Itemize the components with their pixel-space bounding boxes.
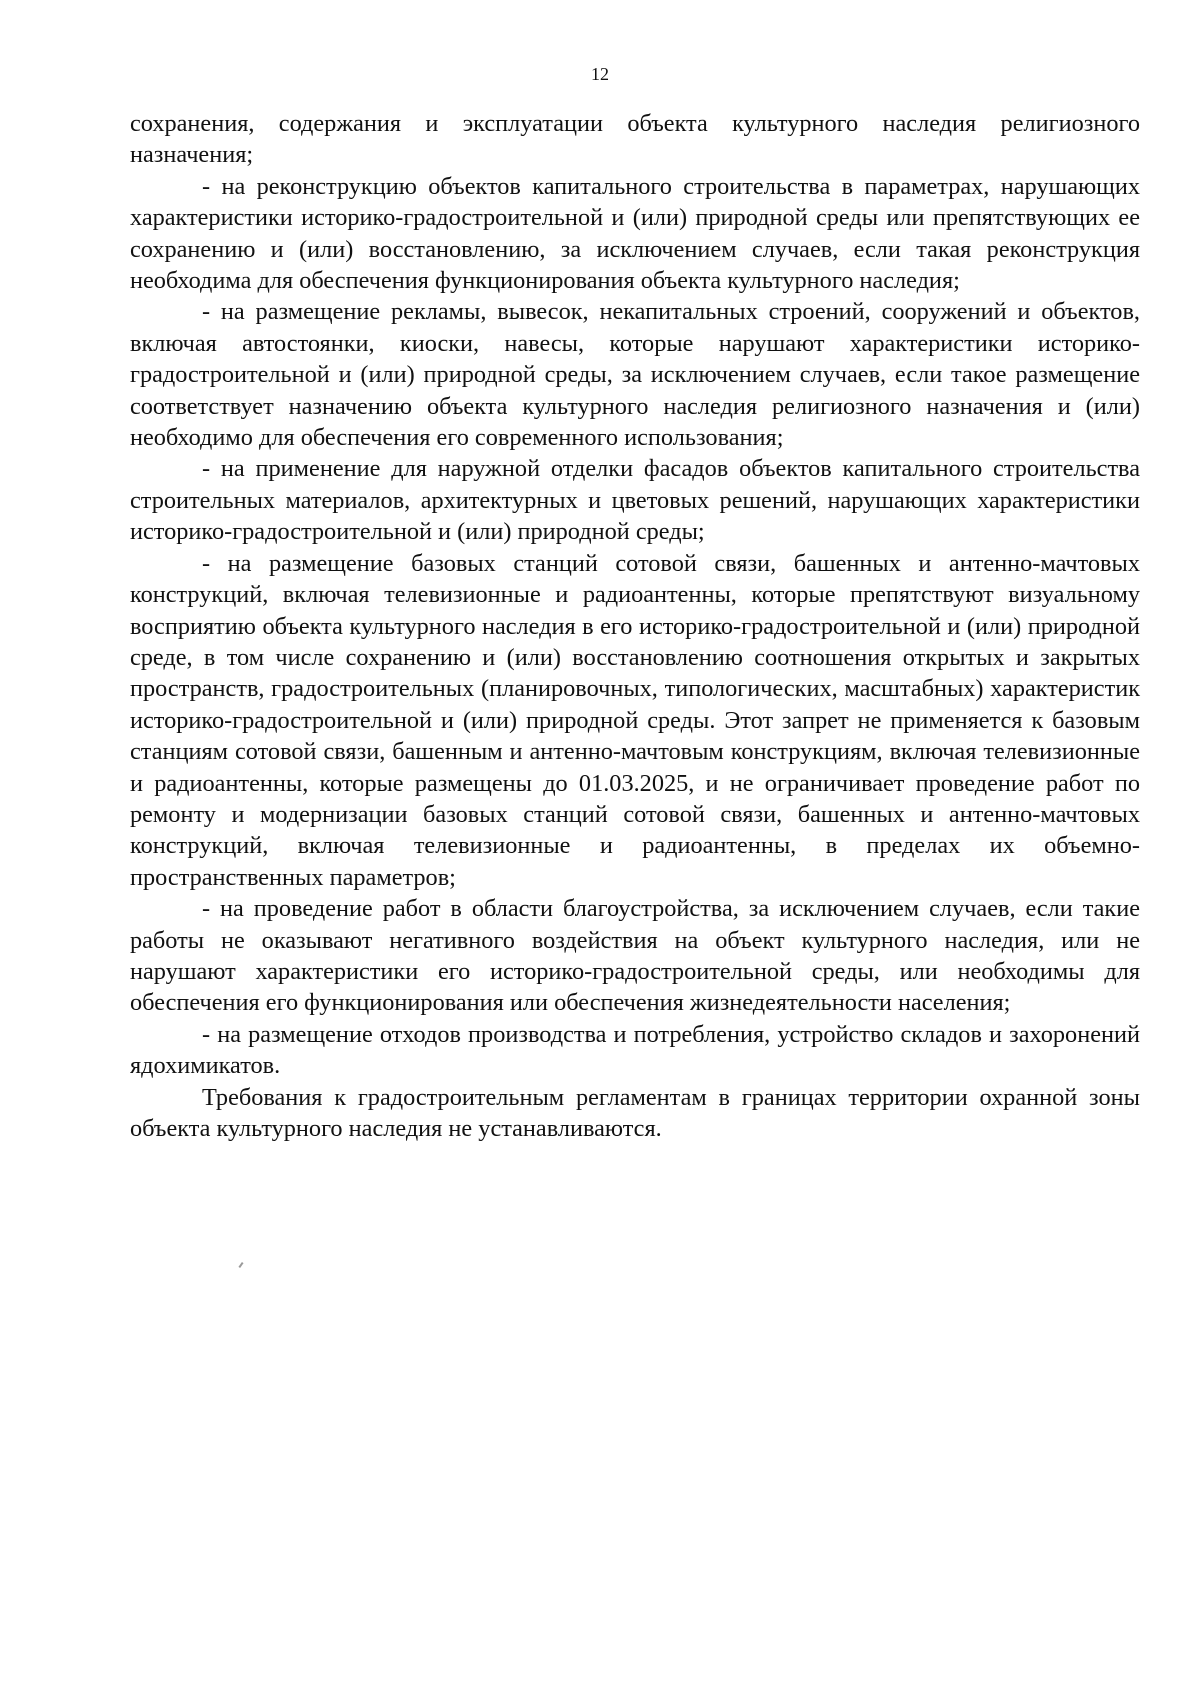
paragraph-facade-materials-ban: - на применение для наружной отделки фасадов объектов капитального строительства строительных материалов, архитектурных и цветовых решений, нарушающих характеристики историко-градостроительной и (или) природной среды; — [130, 455, 1140, 546]
paragraph-landscaping-ban: - на проведение работ в области благоустройства, за исключением случаев, если такие работы не оказывают негативного воздействия на объект культурного наследия, или не нарушают характеристики его историко-градостроительной среды, или необходимы для обеспечения его функционирования или обеспечения жизнедеятельности населения; — [130, 895, 1140, 1017]
scan-speck — [238, 1262, 243, 1268]
paragraph-continuation: сохранения, содержания и эксплуатации объекта культурного наследия религиозного назначения; — [130, 110, 1140, 169]
paragraph-waste-ban: - на размещение отходов производства и потребления, устройство складов и захоронений ядохимикатов. — [130, 1020, 1140, 1080]
paragraph-advertising-ban: - на размещение рекламы, вывесок, некапитальных строений, сооружений и объектов, включая автостоянки, киоски, навесы, которые нарушают характеристики историко-градостроительной и (или) природной среды, за исключением случаев, если такое размещение соответствует назначению объекта культурного наследия религиозного назначения и (или) необходимо для обеспечения его современного использования; — [130, 298, 1140, 452]
paragraph-zoning-requirements: Требования к градостроительным регламентам в границах территории охранной зоны объекта культурного наследия не устанавливаются. — [130, 1083, 1140, 1142]
document-body — [130, 108, 1140, 1144]
paragraph-cell-towers-ban: - на размещение базовых станций сотовой связи, башенных и антенно-мачтовых конструкций, включая телевизионные и радиоантенны, которые препятствуют визуальному восприятию объекта культурного наследия в его историко-градостроительной и (или) природной среде, в том числе сохранению и (или) восстановлению соотношения открытых и закрытых пространств, градостроительных (планировочных, типологических, масштабных) характеристик историко-градостроительной и (или) природной среды. Этот запрет не применяется к базовым станциям сотовой связи, башенным и антенно-мачтовым конструкциям, включая телевизионные и радиоантенны, которые размещены до 01.03.2025, и не ограничивает проведение работ по ремонту и модернизации базовых станций сотовой связи, башенных и антенно-мачтовых конструкций, включая телевизионные и радиоантенны, в пределах их объемно-пространственных параметров; — [130, 549, 1140, 891]
page-number: 12 — [591, 64, 609, 84]
paragraph-reconstruction-ban: - на реконструкцию объектов капитального строительства в параметрах, нарушающих характеристики историко-градостроительной и (или) природной среды или препятствующих ее сохранению и (или) восстановлению, за исключением случаев, если такая реконструкция необходима для обеспечения функционирования объекта культурного наследия; — [130, 172, 1140, 295]
